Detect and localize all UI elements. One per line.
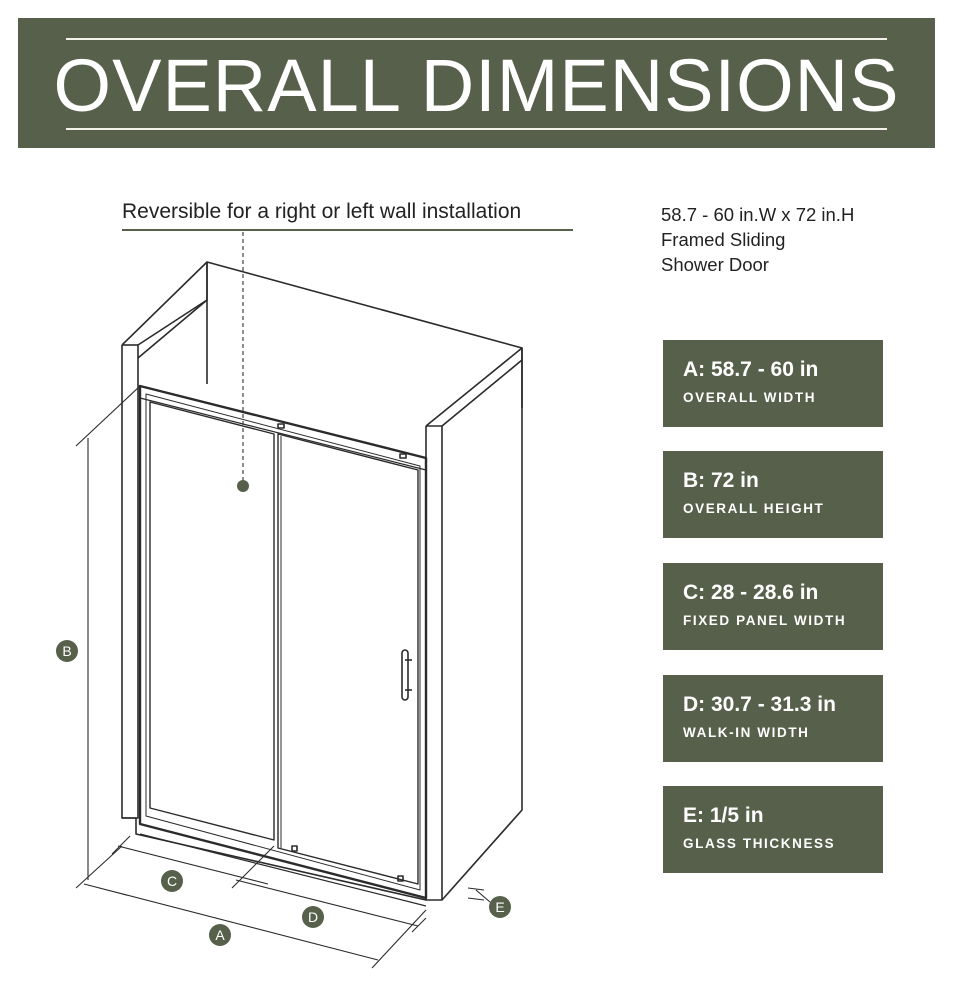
guide-bottom-left <box>292 846 297 851</box>
right-wall-inner <box>426 426 442 900</box>
roller-top-left <box>278 424 284 428</box>
marker-d <box>302 906 324 928</box>
b-tick-top <box>76 386 140 446</box>
spec-fixed-panel-width <box>663 563 883 650</box>
fixed-panel <box>150 402 274 840</box>
right-wall <box>426 348 522 900</box>
spec-value: E: 1/5 in <box>683 804 764 827</box>
reversible-note: Reversible for a right or left wall installation <box>122 200 522 223</box>
spec-label: GLASS THICKNESS <box>683 836 836 851</box>
spec-walk-in-width <box>663 675 883 762</box>
door-frame-inner <box>146 394 420 890</box>
spec-glass-thickness <box>663 786 883 873</box>
spec-value: C: 28 - 28.6 in <box>683 581 819 604</box>
back-wall-top-edge <box>207 262 522 348</box>
marker-c <box>161 870 183 892</box>
marker-d-letter: D <box>307 909 319 925</box>
door-frame <box>140 386 426 898</box>
page-title: OVERALL DIMENSIONS <box>53 44 900 127</box>
spec-value: D: 30.7 - 31.3 in <box>683 693 836 716</box>
e-tick-2 <box>468 898 484 900</box>
a-dimension-line <box>84 884 378 960</box>
e-tick-1 <box>468 888 484 890</box>
c-tick-left <box>112 836 130 854</box>
marker-a-letter: A <box>215 927 225 943</box>
spec-value: B: 72 in <box>683 469 759 492</box>
spec-value: A: 58.7 - 60 in <box>683 358 819 381</box>
marker-a <box>209 924 231 946</box>
spec-label: OVERALL HEIGHT <box>683 501 825 516</box>
spec-overall-height <box>663 451 883 538</box>
b-tick-bottom <box>76 846 122 888</box>
bottom-rail <box>140 834 426 906</box>
d-dimension-line <box>236 880 418 926</box>
marker-c-letter: C <box>166 873 178 889</box>
spec-label: FIXED PANEL WIDTH <box>683 613 847 628</box>
marker-b-letter: B <box>62 643 72 659</box>
product-name: Shower Door <box>661 254 769 275</box>
door-handle <box>402 650 408 700</box>
roller-top-right <box>400 454 406 458</box>
top-rail <box>140 398 426 470</box>
sliding-panel <box>278 434 418 884</box>
guide-bottom-right <box>398 876 403 881</box>
note-leader-dot <box>237 480 249 492</box>
a-tick-right <box>372 910 426 968</box>
product-size: 58.7 - 60 in.W x 72 in.H <box>661 204 855 225</box>
spec-label: WALK-IN WIDTH <box>683 725 810 740</box>
right-wall-top <box>442 360 522 426</box>
marker-b <box>56 640 78 662</box>
spec-label: OVERALL WIDTH <box>683 390 817 405</box>
spec-overall-width <box>663 340 883 427</box>
marker-e <box>489 896 511 918</box>
product-type: Framed Sliding <box>661 229 786 250</box>
marker-e-letter: E <box>495 899 505 915</box>
